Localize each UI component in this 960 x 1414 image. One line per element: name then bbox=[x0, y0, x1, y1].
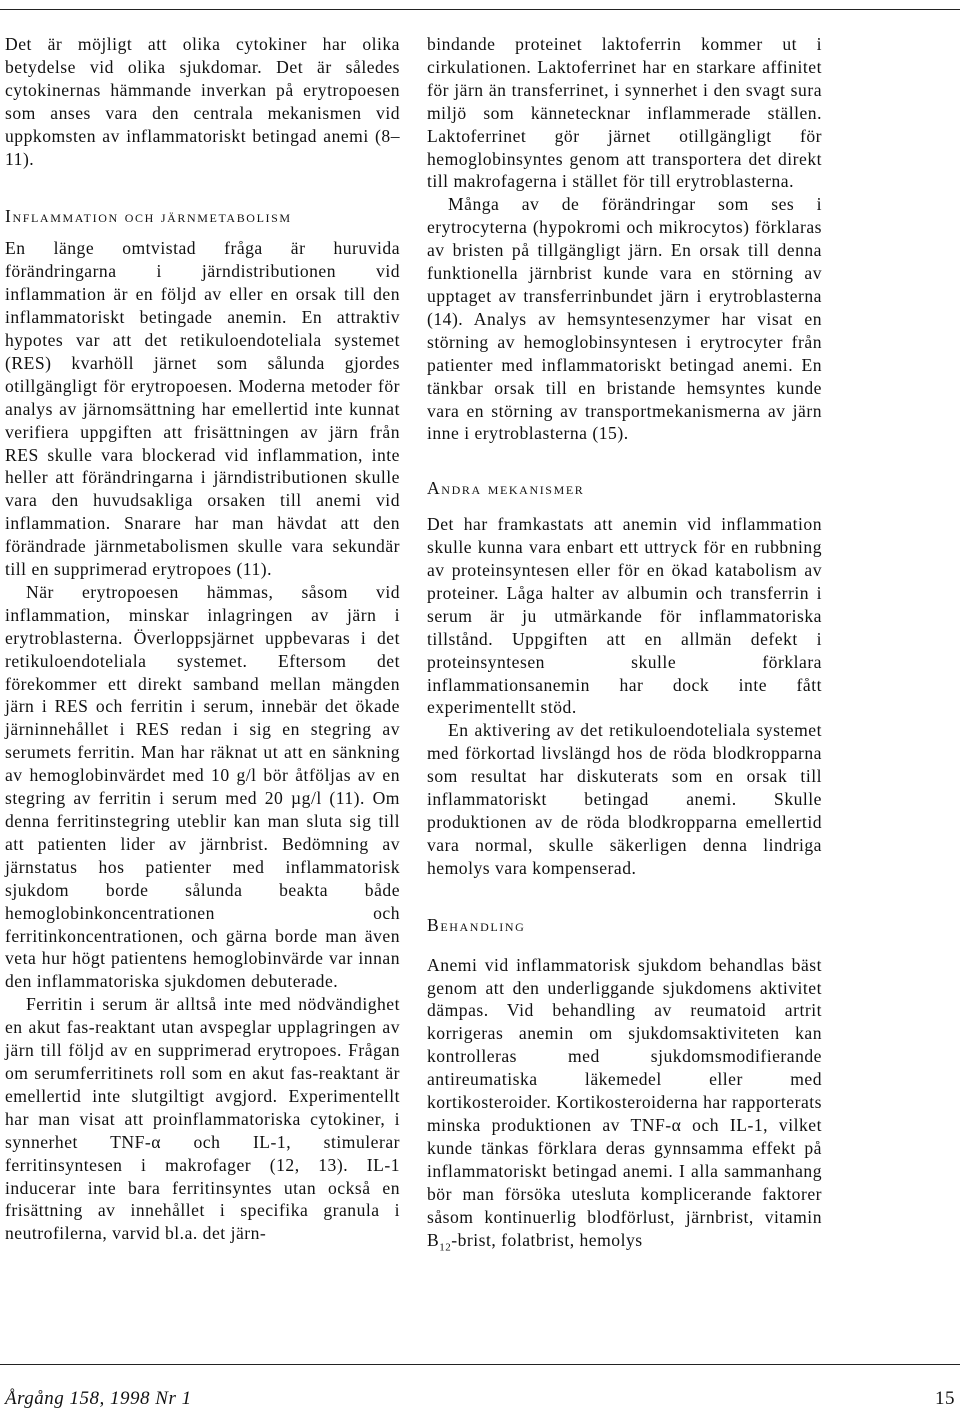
paragraph: En länge omtvistad fråga är huruvida förändringarna i järndistributionen vid inflammation är en följd av eller en orsak till den inflammatoriskt betingade anemin. En attraktiv hypotes var att det retikuloendoteliala systemet (RES) kvarhöll järnet som sålunda gjordes otillgängligt för erytropoesen. Moderna metoder för analys av järnomsättning har emellertid inte kunnat verifiera uppgiften att frisättningen av järn från RES skulle vara blockerad vid inflammation, inte heller att förändringarna i järndistributionen skulle vara den huvudsakliga orsaken till anemi vid inflammation. Snarare har man hävdat att den förändrade järnmetabolismen skulle vara sekundär till en supprimerad erytropoes (11). bbox=[5, 238, 400, 580]
left-column bbox=[5, 33, 400, 1245]
page-number: 15 bbox=[935, 1388, 955, 1409]
section-heading: Andra mekanismer bbox=[427, 478, 585, 499]
paragraph: När erytropoesen hämmas, såsom vid inflammation, minskar inlagringen av järn i erytroblasterna. Överloppsjärnet uppbevaras i det retikuloendoteliala systemet. Eftersom det förekommer ett direkt samband mellan mängden järn i RES och ferritin i serum, innebär det ökade järninnehållet i RES redan i sig en stegring av serumets ferritin. Man har räknat ut att en sänkning av hemoglobinvärdet med 10 g/l bör åtföljas av en stegring av ferritin i serum med 20 µg/l (11). Om denna ferritinstegring uteblir kan man sluta sig till att patienten lider av järnbrist. Bedömning av järnstatus hos patienter med inflammatorisk sjukdom borde sålunda beakta både hemoglobinkoncentrationen och ferritinkoncentrationen, och gärna borde man även veta hur högt patientens hemoglobinvärde var innan den inflammatoriska sjukdomen debuterade. bbox=[5, 581, 400, 992]
paragraph: Det har framkastats att anemin vid inflammation skulle kunna vara enbart ett uttryck för en rubbning av proteinsyntesen eller för en ökad katabolism av proteiner. Låga halter av albumin och transferrin i serum är ju utmärkande för inflammatoriska tillstånd. Uppgiften att en allmän defekt i proteinsyntesen skulle förklara inflammationsanemin har dock inte fått experimentellt stöd. bbox=[427, 514, 822, 718]
top-rule bbox=[0, 9, 960, 10]
paragraph: Det är möjligt att olika cytokiner har olika betydelse vid olika sjukdomar. Det är således cytokinernas hämmande inverkan på erytropoesen som anses vara den centrala mekanismen vid uppkomsten av inflammatoriskt betingad anemi (8–11). bbox=[5, 34, 400, 169]
paragraph: Många av de förändringar som ses i erytrocyterna (hypokromi och mikrocytos) förklaras av bristen på tillgängligt järn. En orsak till denna funktionella järnbrist kunde vara en störning av upptaget av transferrinbundet järn i erytroblasterna (14). Analys av hemsyntesenzymer har visat en störning av hemoglobinsyntesen i erytrocyter från patienter med inflammatoriskt betingad anemi. En tänkbar orsak till en bristande hemsyntes kunde vara en störning av transportmekanismerna av järn inne i erytroblasterna (15). bbox=[427, 194, 822, 444]
right-column bbox=[427, 33, 822, 1259]
paragraph: bindande proteinet laktoferrin kommer ut i cirkulationen. Laktoferrinet har en starkare affinitet för järn än transferrinet, i synnerhet i den svagt sura miljö som kännetecknar inflammerade ställen. Laktoferrinet gör järnet otillgängligt för hemoglobinsyntes genom att transportera det direkt till makrofagerna i stället för till erytroblasterna. bbox=[427, 34, 822, 192]
paragraph: En aktivering av det retikuloendoteliala systemet med förkortad livslängd hos de röda blodkropparna som resultat har diskuterats som en orsak till inflammatoriskt betingad anemi. Skulle produktionen av de röda blodkropparna emellertid vara normal, skulle säkerligen denna lindriga hemolys vara kompenserad. bbox=[427, 720, 822, 878]
subscript: 12 bbox=[439, 1241, 452, 1254]
journal-footer: Årgång 158, 1998 Nr 1 bbox=[5, 1388, 192, 1409]
paragraph-text-end: -brist, folatbrist, hemolys bbox=[451, 1229, 643, 1250]
paragraph-text: Anemi vid inflammatorisk sjukdom behandlas bäst genom att den underliggande sjukdomens aktivitet dämpas. Vid behandling av reumatoid artrit korrigeras anemin om sjukdomsaktiviteten kan kontrolleras med sjukdomsmodifierande antireumatiska läkemedel eller med kortikosteroider. Kortikosteroiderna har rapporterats minska produktionen av TNF-α och IL-1, vilket kunde tänkas förklara deras gynnsamma effekt på inflammatoriskt betingad anemi. I alla sammanhang bör man försöka utesluta komplicerande faktorer såsom kontinuerlig blodförlust, järnbrist, vitamin B bbox=[427, 954, 822, 1250]
section-heading: Behandling bbox=[427, 914, 526, 935]
paragraph: Ferritin i serum är alltså inte med nödvändighet en akut fas-reaktant utan avspeglar upplagringen av järn till följd av en supprimerad erytropoes. Frågan om serumferritinets roll som en akut fas-reaktant är emellertid inte slutgiltigt avgjord. Experimentellt har man visat att proinflammatoriska cytokiner, i synnerhet TNF-α och IL-1, stimulerar ferritinsyntesen i makrofager (12, 13). IL-1 inducerar inte bara ferritinsyntes utan också en frisättning av innehållet i specifika granula i neutrofilerna, varvid bl.a. det järn- bbox=[5, 994, 400, 1244]
paragraph bbox=[427, 954, 822, 1259]
bottom-rule bbox=[0, 1364, 960, 1365]
section-heading: Inflammation och järnmetabolism bbox=[5, 206, 292, 227]
